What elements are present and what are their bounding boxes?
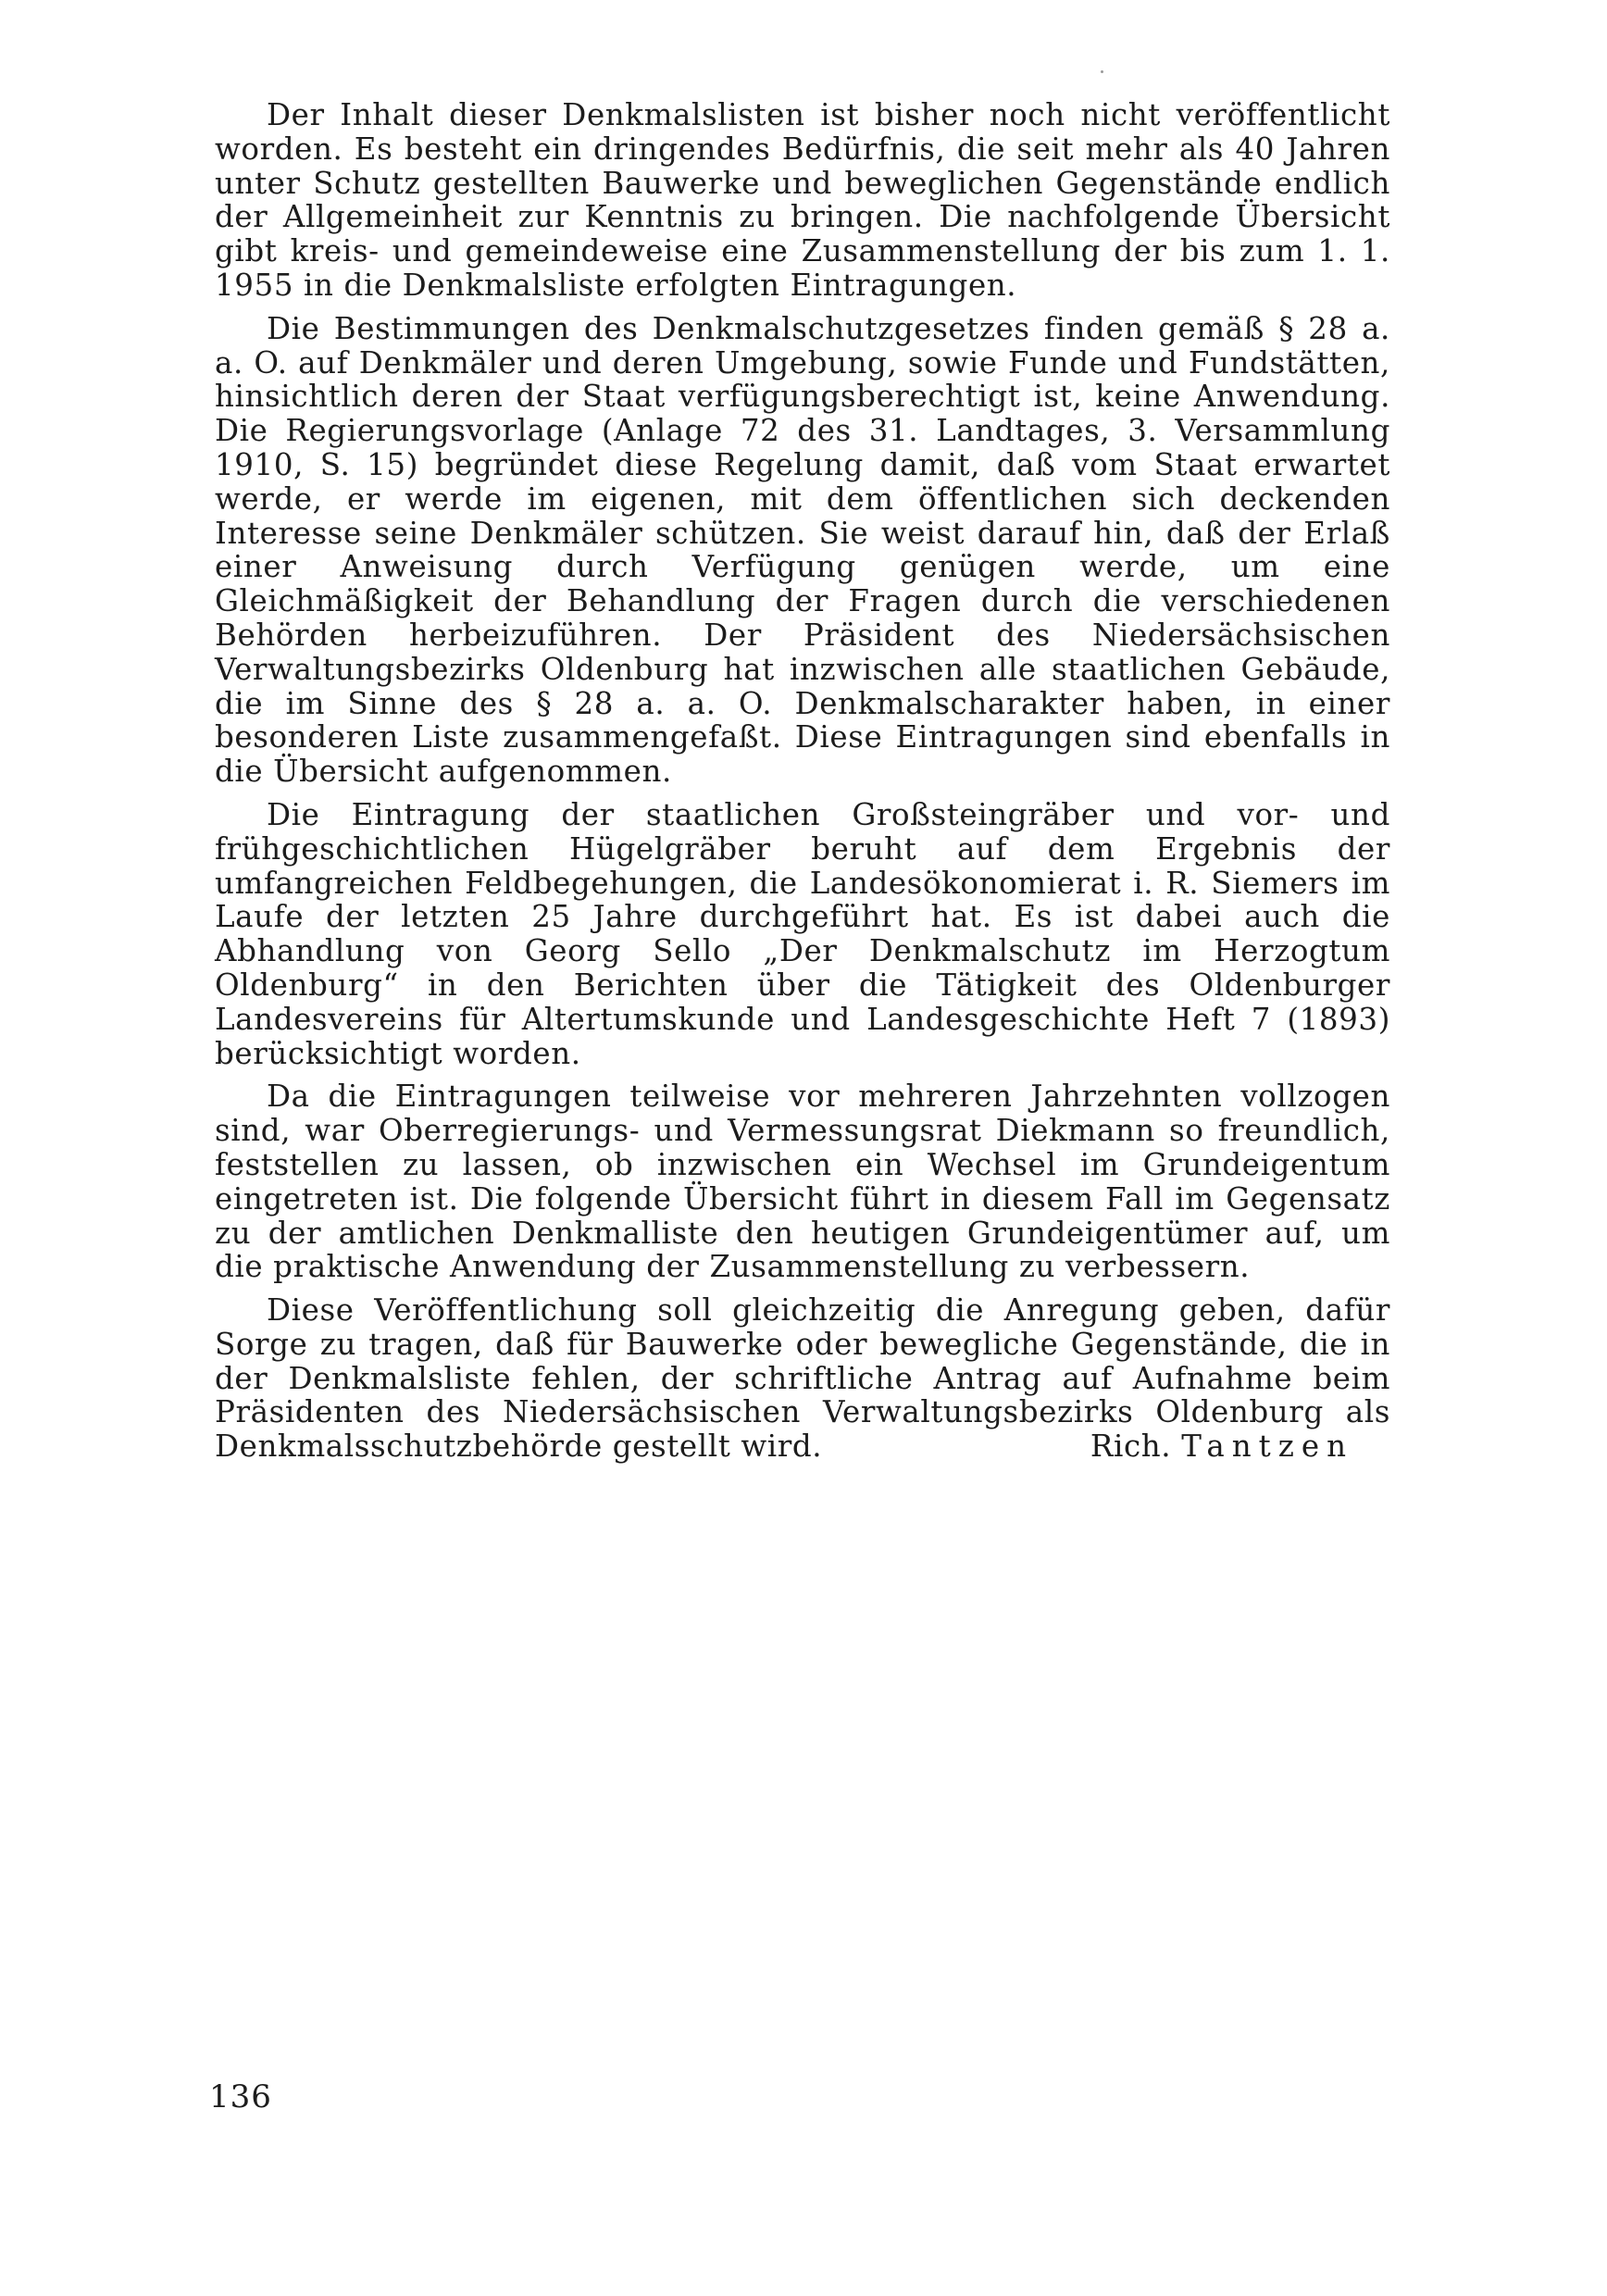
- paper-speck: [1101, 70, 1103, 73]
- page-number: 136: [209, 2078, 272, 2115]
- paragraph-5-container: [215, 1293, 1390, 1464]
- signature-name: Tantzen: [1181, 1429, 1353, 1465]
- paragraph-1: Der Inhalt dieser Denkmalslisten ist bisher noch nicht veröffentlicht worden. Es besteht ein dringendes Bedürfnis, die seit mehr als 40 Jahren unter Schutz gestellten Bauwerke und beweglichen Gegenstände endlich der Allgemeinheit zur Kenntnis zu bringen. Die nachfolgende Übersicht gibt kreis- und gemeindeweise eine Zusammenstellung der bis zum 1. 1. 1955 in die Denkmalsliste erfolgten Eintragungen.: [215, 97, 1390, 303]
- paragraph-5: [215, 1293, 1390, 1464]
- paragraph-4: Da die Eintragungen teilweise vor mehreren Jahrzehnten vollzogen sind, war Oberregierungs- und Vermessungsrat Diekmann so freundlich, feststellen zu lassen, ob inzwischen ein Wechsel im Grundeigentum eingetreten ist. Die folgende Übersicht führt in diesem Fall im Gegensatz zu der amtlichen Denkmalliste den heutigen Grundeigentümer auf, um die praktische Anwendung der Zusammenstellung zu verbessern.: [215, 1079, 1390, 1285]
- signature-prefix: Rich.: [1090, 1429, 1172, 1465]
- paragraph-5-text: Diese Veröffentlichung soll gleichzeitig die Anregung geben, dafür Sorge zu tragen, daß für Bauwerke oder bewegliche Gegenstände, die in der Denkmalsliste fehlen, der schriftliche Antrag auf Aufnahme beim Präsidenten des Niedersächsischen Verwaltungsbezirks Oldenburg als Denkmalsschutzbehörde gestellt wird.: [215, 1292, 1390, 1465]
- body-text: [215, 98, 1390, 1464]
- paragraph-2: Die Bestimmungen des Denkmalschutzgesetzes finden gemäß § 28 a. a. O. auf Denkmäler und deren Umgebung, sowie Funde und Fundstätten, hinsichtlich deren der Staat verfügungsberechtigt ist, keine Anwendung. Die Regierungsvorlage (Anlage 72 des 31. Landtages, 3. Versammlung 1910, S. 15) begründet diese Regelung damit, daß vom Staat erwartet werde, er werde im eigenen, mit dem öffentlichen sich deckenden Interesse seine Denkmäler schützen. Sie weist darauf hin, daß der Erlaß einer Anweisung durch Verfügung genügen werde, um eine Gleichmäßigkeit der Behandlung der Fragen durch die verschiedenen Behörden herbeizuführen. Der Präsident des Niedersächsischen Verwaltungsbezirks Oldenburg hat inzwischen alle staatlichen Gebäude, die im Sinne des § 28 a. a. O. Denkmalscharakter haben, in einer besonderen Liste zusammengefaßt. Diese Eintragungen sind ebenfalls in die Übersicht aufgenommen.: [215, 310, 1390, 790]
- paragraph-3: Die Eintragung der staatlichen Großsteingräber und vor- und frühgeschichtlichen Hügelgräber beruht auf dem Ergebnis der umfangreichen Feldbegehungen, die Landesökonomierat i. R. Siemers im Laufe der letzten 25 Jahre durchgeführt hat. Es ist dabei auch die Abhandlung von Georg Sello „Der Denkmalschutz im Herzogtum Oldenburg“ in den Berichten über die Tätigkeit des Oldenburger Landesvereins für Altertumskunde und Landesgeschichte Heft 7 (1893) berücksichtigt worden.: [215, 796, 1390, 1071]
- signature: [1039, 1429, 1353, 1464]
